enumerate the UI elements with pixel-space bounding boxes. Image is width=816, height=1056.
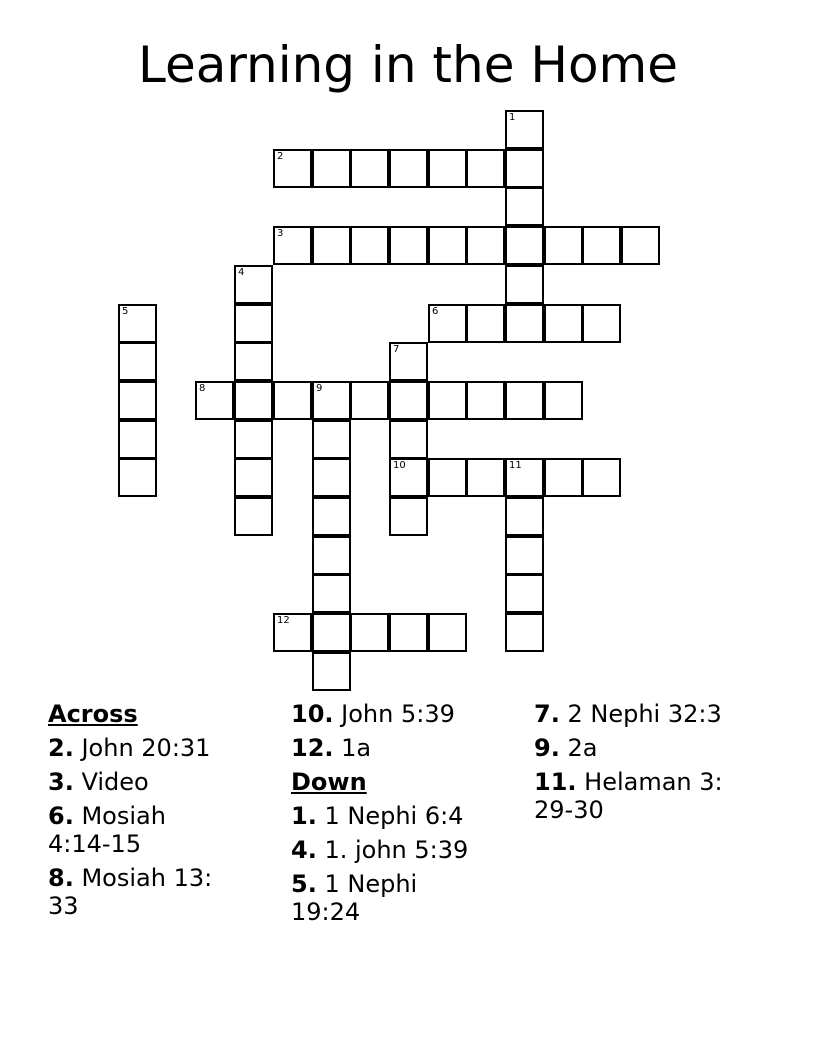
grid-cell[interactable] bbox=[505, 536, 544, 575]
clue-number: 8. bbox=[48, 864, 74, 892]
across-clue-12[interactable] bbox=[291, 734, 531, 762]
across-clue-8[interactable] bbox=[48, 864, 238, 920]
grid-cell[interactable] bbox=[582, 226, 621, 265]
puzzle-title: Learning in the Home bbox=[137, 36, 679, 94]
grid-cell[interactable] bbox=[428, 458, 467, 497]
clue-number: 7. bbox=[534, 700, 560, 728]
clue-column-1 bbox=[48, 700, 288, 926]
clue-text: 1 Nephi 6:4 bbox=[324, 802, 464, 830]
clue-text: 1 Nephi 19:24 bbox=[291, 870, 418, 926]
grid-cell[interactable] bbox=[428, 613, 467, 652]
cell-number: 7 bbox=[393, 344, 400, 355]
grid-cell[interactable] bbox=[234, 381, 273, 420]
clue-text: 1a bbox=[341, 734, 372, 762]
cell-number: 1 bbox=[509, 112, 516, 123]
grid-cell[interactable] bbox=[312, 420, 351, 459]
grid-cell[interactable] bbox=[505, 304, 544, 343]
grid-cell[interactable] bbox=[428, 226, 467, 265]
down-clue-4[interactable] bbox=[291, 836, 531, 864]
grid-cell[interactable] bbox=[312, 149, 351, 188]
grid-cell[interactable] bbox=[350, 149, 389, 188]
grid-cell[interactable] bbox=[118, 458, 157, 497]
across-clue-3[interactable] bbox=[48, 768, 288, 796]
grid-cell[interactable] bbox=[505, 110, 544, 149]
grid-cell[interactable] bbox=[428, 149, 467, 188]
grid-cell[interactable] bbox=[312, 613, 351, 652]
grid-cell[interactable] bbox=[544, 458, 583, 497]
grid-cell[interactable] bbox=[505, 613, 544, 652]
across-clue-10[interactable] bbox=[291, 700, 531, 728]
grid-cell[interactable] bbox=[544, 304, 583, 343]
cell-number: 8 bbox=[199, 383, 206, 394]
cell-number: 3 bbox=[277, 228, 284, 239]
grid-cell[interactable] bbox=[466, 304, 505, 343]
cell-number: 2 bbox=[277, 151, 284, 162]
grid-cell[interactable] bbox=[582, 458, 621, 497]
clue-number: 9. bbox=[534, 734, 560, 762]
grid-cell[interactable] bbox=[544, 381, 583, 420]
clue-number: 2. bbox=[48, 734, 74, 762]
cell-number: 4 bbox=[238, 267, 245, 278]
across-clue-2[interactable] bbox=[48, 734, 288, 762]
grid-cell[interactable] bbox=[234, 497, 273, 536]
grid-cell[interactable] bbox=[389, 381, 428, 420]
grid-cell[interactable] bbox=[505, 149, 544, 188]
clue-number: 5. bbox=[291, 870, 317, 898]
grid-cell[interactable] bbox=[350, 613, 389, 652]
grid-cell[interactable] bbox=[505, 574, 544, 613]
grid-cell[interactable] bbox=[466, 226, 505, 265]
cell-number: 9 bbox=[316, 383, 323, 394]
grid-cell[interactable] bbox=[389, 420, 428, 459]
grid-cell[interactable] bbox=[312, 497, 351, 536]
down-clue-7[interactable] bbox=[534, 700, 774, 728]
clue-text: 2a bbox=[567, 734, 598, 762]
grid-cell[interactable] bbox=[505, 265, 544, 304]
grid-cell[interactable] bbox=[466, 458, 505, 497]
grid-cell[interactable] bbox=[312, 381, 351, 420]
grid-cell[interactable] bbox=[389, 613, 428, 652]
cell-number: 6 bbox=[432, 306, 439, 317]
clue-column-2 bbox=[291, 700, 531, 932]
clue-text: 2 Nephi 32:3 bbox=[567, 700, 722, 728]
across-clue-6[interactable] bbox=[48, 802, 198, 858]
down-clue-5[interactable] bbox=[291, 870, 441, 926]
clue-number: 6. bbox=[48, 802, 74, 830]
clue-column-3 bbox=[534, 700, 774, 830]
grid-cell[interactable] bbox=[234, 265, 273, 304]
grid-cell[interactable] bbox=[389, 342, 428, 381]
grid-cell[interactable] bbox=[505, 187, 544, 226]
grid-cell[interactable] bbox=[389, 149, 428, 188]
grid-cell[interactable] bbox=[273, 149, 312, 188]
clue-text: Mosiah 4:14-15 bbox=[48, 802, 166, 858]
clue-number: 4. bbox=[291, 836, 317, 864]
cell-number: 5 bbox=[122, 306, 129, 317]
clue-text: Helaman 3: 29-30 bbox=[534, 768, 723, 824]
clue-text: Mosiah 13: 33 bbox=[48, 864, 213, 920]
down-heading: Down bbox=[291, 768, 367, 796]
cell-number: 10 bbox=[393, 460, 406, 471]
grid-cell[interactable] bbox=[505, 458, 544, 497]
grid-cell[interactable] bbox=[234, 420, 273, 459]
grid-cell[interactable] bbox=[505, 226, 544, 265]
clue-number: 12. bbox=[291, 734, 334, 762]
cell-number: 11 bbox=[509, 460, 522, 471]
cell-number: 12 bbox=[277, 615, 290, 626]
grid-cell[interactable] bbox=[544, 226, 583, 265]
grid-cell[interactable] bbox=[350, 381, 389, 420]
grid-cell[interactable] bbox=[273, 381, 312, 420]
grid-cell[interactable] bbox=[234, 458, 273, 497]
grid-cell[interactable] bbox=[273, 613, 312, 652]
grid-cell[interactable] bbox=[312, 536, 351, 575]
clue-text: John 5:39 bbox=[341, 700, 455, 728]
grid-cell[interactable] bbox=[505, 497, 544, 536]
grid-cell[interactable] bbox=[582, 304, 621, 343]
grid-cell[interactable] bbox=[312, 226, 351, 265]
clue-text: Video bbox=[81, 768, 149, 796]
grid-cell[interactable] bbox=[389, 458, 428, 497]
grid-cell[interactable] bbox=[234, 304, 273, 343]
grid-cell[interactable] bbox=[312, 652, 351, 691]
down-clue-9[interactable] bbox=[534, 734, 774, 762]
clue-number: 1. bbox=[291, 802, 317, 830]
grid-cell[interactable] bbox=[195, 381, 234, 420]
grid-cell[interactable] bbox=[466, 149, 505, 188]
down-clue-11[interactable] bbox=[534, 768, 744, 824]
clue-number: 3. bbox=[48, 768, 74, 796]
grid-cell[interactable] bbox=[273, 226, 312, 265]
grid-cell[interactable] bbox=[234, 342, 273, 381]
grid-cell[interactable] bbox=[118, 381, 157, 420]
clue-text: John 20:31 bbox=[81, 734, 211, 762]
grid-cell[interactable] bbox=[621, 226, 660, 265]
clue-number: 11. bbox=[534, 768, 577, 796]
down-clue-1[interactable] bbox=[291, 802, 531, 830]
grid-cell[interactable] bbox=[118, 304, 157, 343]
grid-cell[interactable] bbox=[389, 497, 428, 536]
clue-number: 10. bbox=[291, 700, 334, 728]
grid-cell[interactable] bbox=[428, 381, 467, 420]
across-heading: Across bbox=[48, 700, 138, 728]
clue-text: 1. john 5:39 bbox=[324, 836, 469, 864]
grid-cell[interactable] bbox=[118, 342, 157, 381]
grid-cell[interactable] bbox=[466, 381, 505, 420]
grid-cell[interactable] bbox=[312, 574, 351, 613]
grid-cell[interactable] bbox=[118, 420, 157, 459]
grid-cell[interactable] bbox=[428, 304, 467, 343]
grid-cell[interactable] bbox=[389, 226, 428, 265]
grid-cell[interactable] bbox=[350, 226, 389, 265]
grid-cell[interactable] bbox=[505, 381, 544, 420]
grid-cell[interactable] bbox=[312, 458, 351, 497]
